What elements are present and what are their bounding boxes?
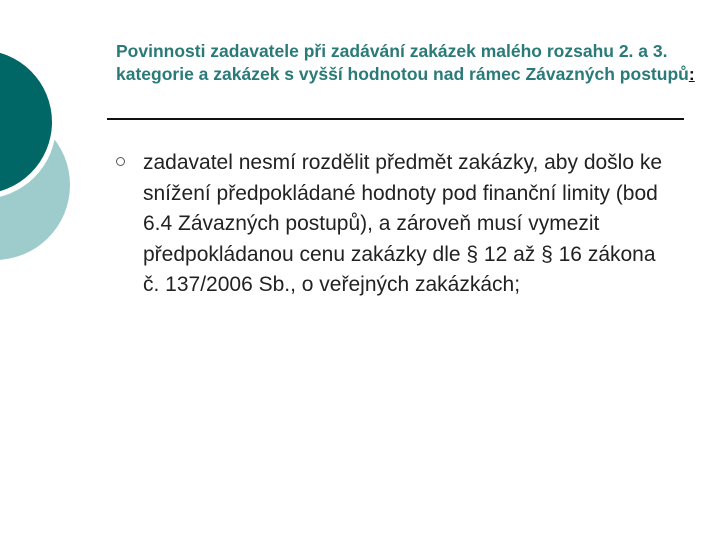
bullet-text: zadavatel nesmí rozdělit předmět zakázky, aby došlo ke snížení předpokládané hodnoty pod finanční limity (bod 6.4 Závazných postupů), a zároveň musí vymezit předpokládanou cenu zakázky dle § 12 až § 16 zákona č. 137/2006 Sb., o veřejných zakázkách; (143, 151, 663, 296)
slide-title-colon: : (688, 64, 695, 84)
bullet-list (116, 148, 676, 301)
slide-title-text: Povinnosti zadavatele při zadávání zakázek malého rozsahu 2. a 3. kategorie a zakázek s vyšší hodnotou nad rámec Závazných postupů (116, 41, 689, 84)
title-divider (107, 118, 684, 120)
hollow-circle-bullet-icon (116, 157, 125, 166)
bullet-item (116, 148, 676, 301)
slide-title (116, 40, 696, 86)
decorative-circles (0, 0, 110, 300)
